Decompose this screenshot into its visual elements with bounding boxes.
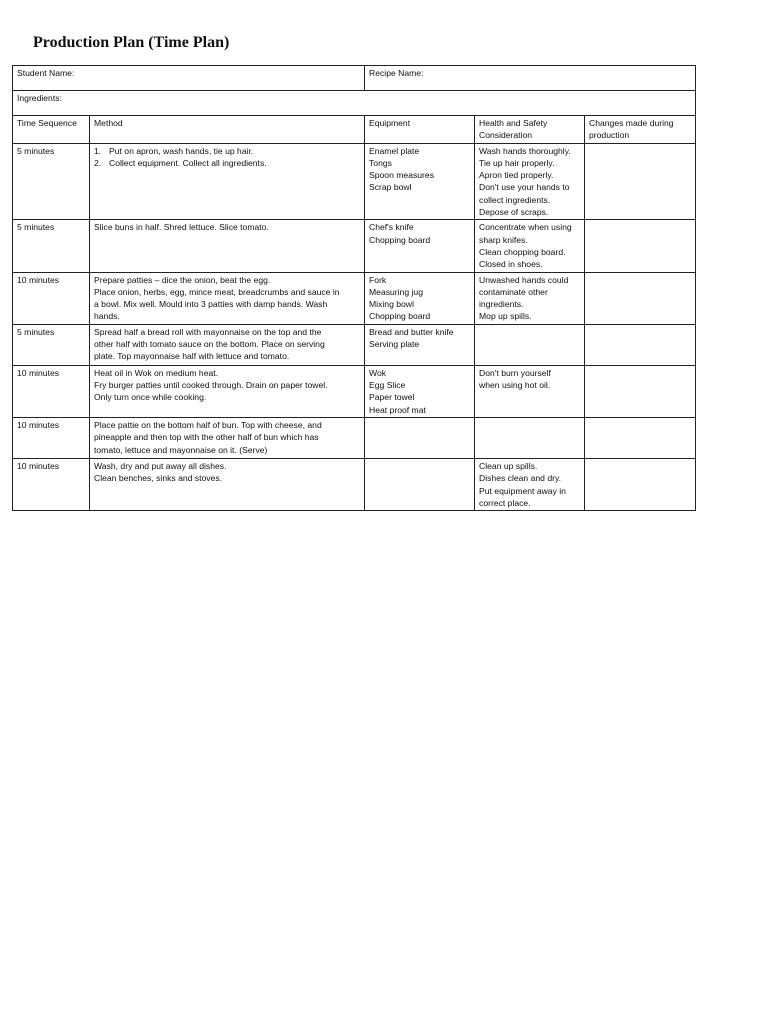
time-value: 5 minutes: [17, 222, 55, 233]
changes-cell[interactable]: [585, 220, 696, 272]
header-health-label-line: Health and Safety: [479, 118, 548, 128]
step-text: Put on apron, wash hands, tie up hair.: [109, 145, 254, 156]
time-value: 10 minutes: [17, 367, 60, 378]
step-number: 2.: [94, 157, 102, 168]
recipe-name-label: Recipe Name:: [369, 68, 424, 78]
method-line: Only turn once while cooking.: [94, 392, 207, 403]
method-cell: [90, 417, 365, 458]
time-value: 10 minutes: [17, 274, 60, 285]
method-cell: [90, 272, 365, 324]
changes-cell[interactable]: [585, 272, 696, 324]
header-row: [13, 116, 696, 144]
health-safety-line: Put equipment away in: [479, 485, 566, 496]
method-line: Place onion, herbs, egg, mince meat, breadcrumbs and sauce in: [94, 286, 340, 297]
health-safety-cell: [475, 324, 585, 365]
plan-row: [13, 458, 696, 510]
equipment-item: Spoon measures: [369, 170, 434, 181]
method-line: Clean benches, sinks and stoves.: [94, 473, 223, 484]
time-value: 10 minutes: [17, 419, 60, 430]
method-line: Slice buns in half. Shred lettuce. Slice tomato.: [94, 222, 269, 233]
recipe-name-field[interactable]: [365, 66, 696, 91]
header-equipment: [365, 116, 475, 144]
plan-row: [13, 220, 696, 272]
health-safety-cell: [475, 417, 585, 458]
equipment-cell: [365, 458, 475, 510]
equipment-cell: [365, 417, 475, 458]
equipment-item: Chopping board: [369, 311, 431, 322]
document-title: Production Plan (Time Plan): [33, 34, 230, 51]
health-safety-line: Depose of scraps.: [479, 207, 549, 218]
equipment-item: Chopping board: [369, 234, 431, 245]
header-changes-label-line: Changes made during: [589, 118, 674, 128]
method-step: [94, 157, 360, 169]
header-method-label: Method: [94, 118, 123, 128]
method-line: hands.: [94, 311, 120, 322]
changes-cell[interactable]: [585, 417, 696, 458]
time-cell: [13, 143, 90, 220]
health-safety-cell: [475, 365, 585, 417]
plan-row: [13, 417, 696, 458]
plan-row: [13, 324, 696, 365]
plan-row: [13, 365, 696, 417]
method-line: Place pattie on the bottom half of bun. Top with cheese, and: [94, 419, 322, 430]
health-safety-line: Unwashed hands could: [479, 274, 569, 285]
time-cell: [13, 417, 90, 458]
health-safety-line: collect ingredients.: [479, 194, 551, 205]
header-changes: [585, 116, 696, 144]
health-safety-line: Don't use your hands to: [479, 182, 570, 193]
header-changes-label-line: production: [589, 130, 630, 141]
method-line: Heat oil in Wok on medium heat.: [94, 367, 219, 378]
method-cell: [90, 143, 365, 220]
equipment-item: Chef's knife: [369, 222, 414, 233]
health-safety-line: contaminate other: [479, 286, 548, 297]
equipment-cell: [365, 143, 475, 220]
equipment-item: Egg Slice: [369, 380, 406, 391]
time-cell: [13, 365, 90, 417]
method-line: Fry burger patties until cooked through. Drain on paper towel.: [94, 380, 328, 391]
time-cell: [13, 220, 90, 272]
header-health: [475, 116, 585, 144]
method-cell: [90, 220, 365, 272]
equipment-item: Scrap bowl: [369, 182, 412, 193]
changes-cell[interactable]: [585, 458, 696, 510]
equipment-item: Bread and butter knife: [369, 326, 454, 337]
method-line: a bowl. Mix well. Mould into 3 patties with damp hands. Wash: [94, 299, 328, 310]
equipment-cell: [365, 365, 475, 417]
equipment-item: Measuring jug: [369, 286, 423, 297]
method-cell: [90, 324, 365, 365]
time-value: 5 minutes: [17, 145, 55, 156]
time-value: 5 minutes: [17, 326, 55, 337]
health-safety-line: Concentrate when using: [479, 222, 572, 233]
method-line: other half with tomato sauce on the bottom. Place on serving: [94, 339, 325, 350]
changes-cell[interactable]: [585, 365, 696, 417]
method-step: [94, 145, 360, 157]
method-line: pineapple and then top with the other half of bun which has: [94, 432, 319, 443]
health-safety-line: Mop up spills.: [479, 311, 532, 322]
health-safety-line: Tie up hair properly.: [479, 157, 555, 168]
time-cell: [13, 458, 90, 510]
method-line: Spread half a bread roll with mayonnaise on the top and the: [94, 326, 322, 337]
time-value: 10 minutes: [17, 460, 60, 471]
step-text: Collect equipment. Collect all ingredients.: [109, 157, 267, 168]
health-safety-line: sharp knifes.: [479, 234, 528, 245]
student-name-field[interactable]: [13, 66, 365, 91]
health-safety-line: when using hot oil.: [479, 380, 551, 391]
health-safety-line: Closed in shoes.: [479, 259, 543, 270]
header-equipment-label: Equipment: [369, 118, 411, 128]
student-name-label: Student Name:: [17, 68, 75, 78]
method-line: tomato, lettuce and mayonnaise on it. (Serve): [94, 444, 268, 455]
equipment-cell: [365, 272, 475, 324]
equipment-item: Wok: [369, 367, 387, 378]
health-safety-cell: [475, 220, 585, 272]
health-safety-cell: [475, 458, 585, 510]
changes-cell[interactable]: [585, 143, 696, 220]
header-time: [13, 116, 90, 144]
method-line: plate. Top mayonnaise half with lettuce and tomato.: [94, 351, 290, 362]
ingredients-label: Ingredients:: [17, 93, 62, 103]
health-safety-line: Don't burn yourself: [479, 367, 551, 378]
step-number: 1.: [94, 145, 102, 156]
name-row: [13, 66, 696, 91]
ingredients-field[interactable]: [13, 91, 696, 116]
equipment-cell: [365, 324, 475, 365]
equipment-cell: [365, 220, 475, 272]
header-method: [90, 116, 365, 144]
method-cell: [90, 365, 365, 417]
header-health-label-line: Consideration: [479, 130, 533, 141]
method-cell: [90, 458, 365, 510]
time-cell: [13, 272, 90, 324]
equipment-item: Mixing bowl: [369, 299, 414, 310]
equipment-item: Tongs: [369, 157, 392, 168]
equipment-item: Paper towel: [369, 392, 415, 403]
equipment-item: Enamel plate: [369, 145, 420, 156]
ingredients-row: [13, 91, 696, 116]
production-plan-table: [12, 65, 696, 511]
health-safety-line: Wash hands thoroughly.: [479, 145, 571, 156]
time-cell: [13, 324, 90, 365]
changes-cell[interactable]: [585, 324, 696, 365]
health-safety-line: ingredients.: [479, 299, 524, 310]
header-time-label: Time Sequence: [17, 118, 77, 128]
health-safety-line: Clean chopping board.: [479, 246, 566, 257]
plan-row: [13, 272, 696, 324]
plan-row: [13, 143, 696, 220]
method-line: Prepare patties – dice the onion, beat the egg.: [94, 274, 271, 285]
equipment-item: Fork: [369, 274, 387, 285]
health-safety-cell: [475, 272, 585, 324]
health-safety-line: Clean up spills.: [479, 460, 538, 471]
health-safety-cell: [475, 143, 585, 220]
health-safety-line: Dishes clean and dry.: [479, 473, 562, 484]
equipment-item: Serving plate: [369, 339, 420, 350]
equipment-item: Heat proof mat: [369, 404, 426, 415]
health-safety-line: correct place.: [479, 497, 531, 508]
health-safety-line: Apron tied properly.: [479, 170, 554, 181]
method-line: Wash, dry and put away all dishes.: [94, 460, 227, 471]
